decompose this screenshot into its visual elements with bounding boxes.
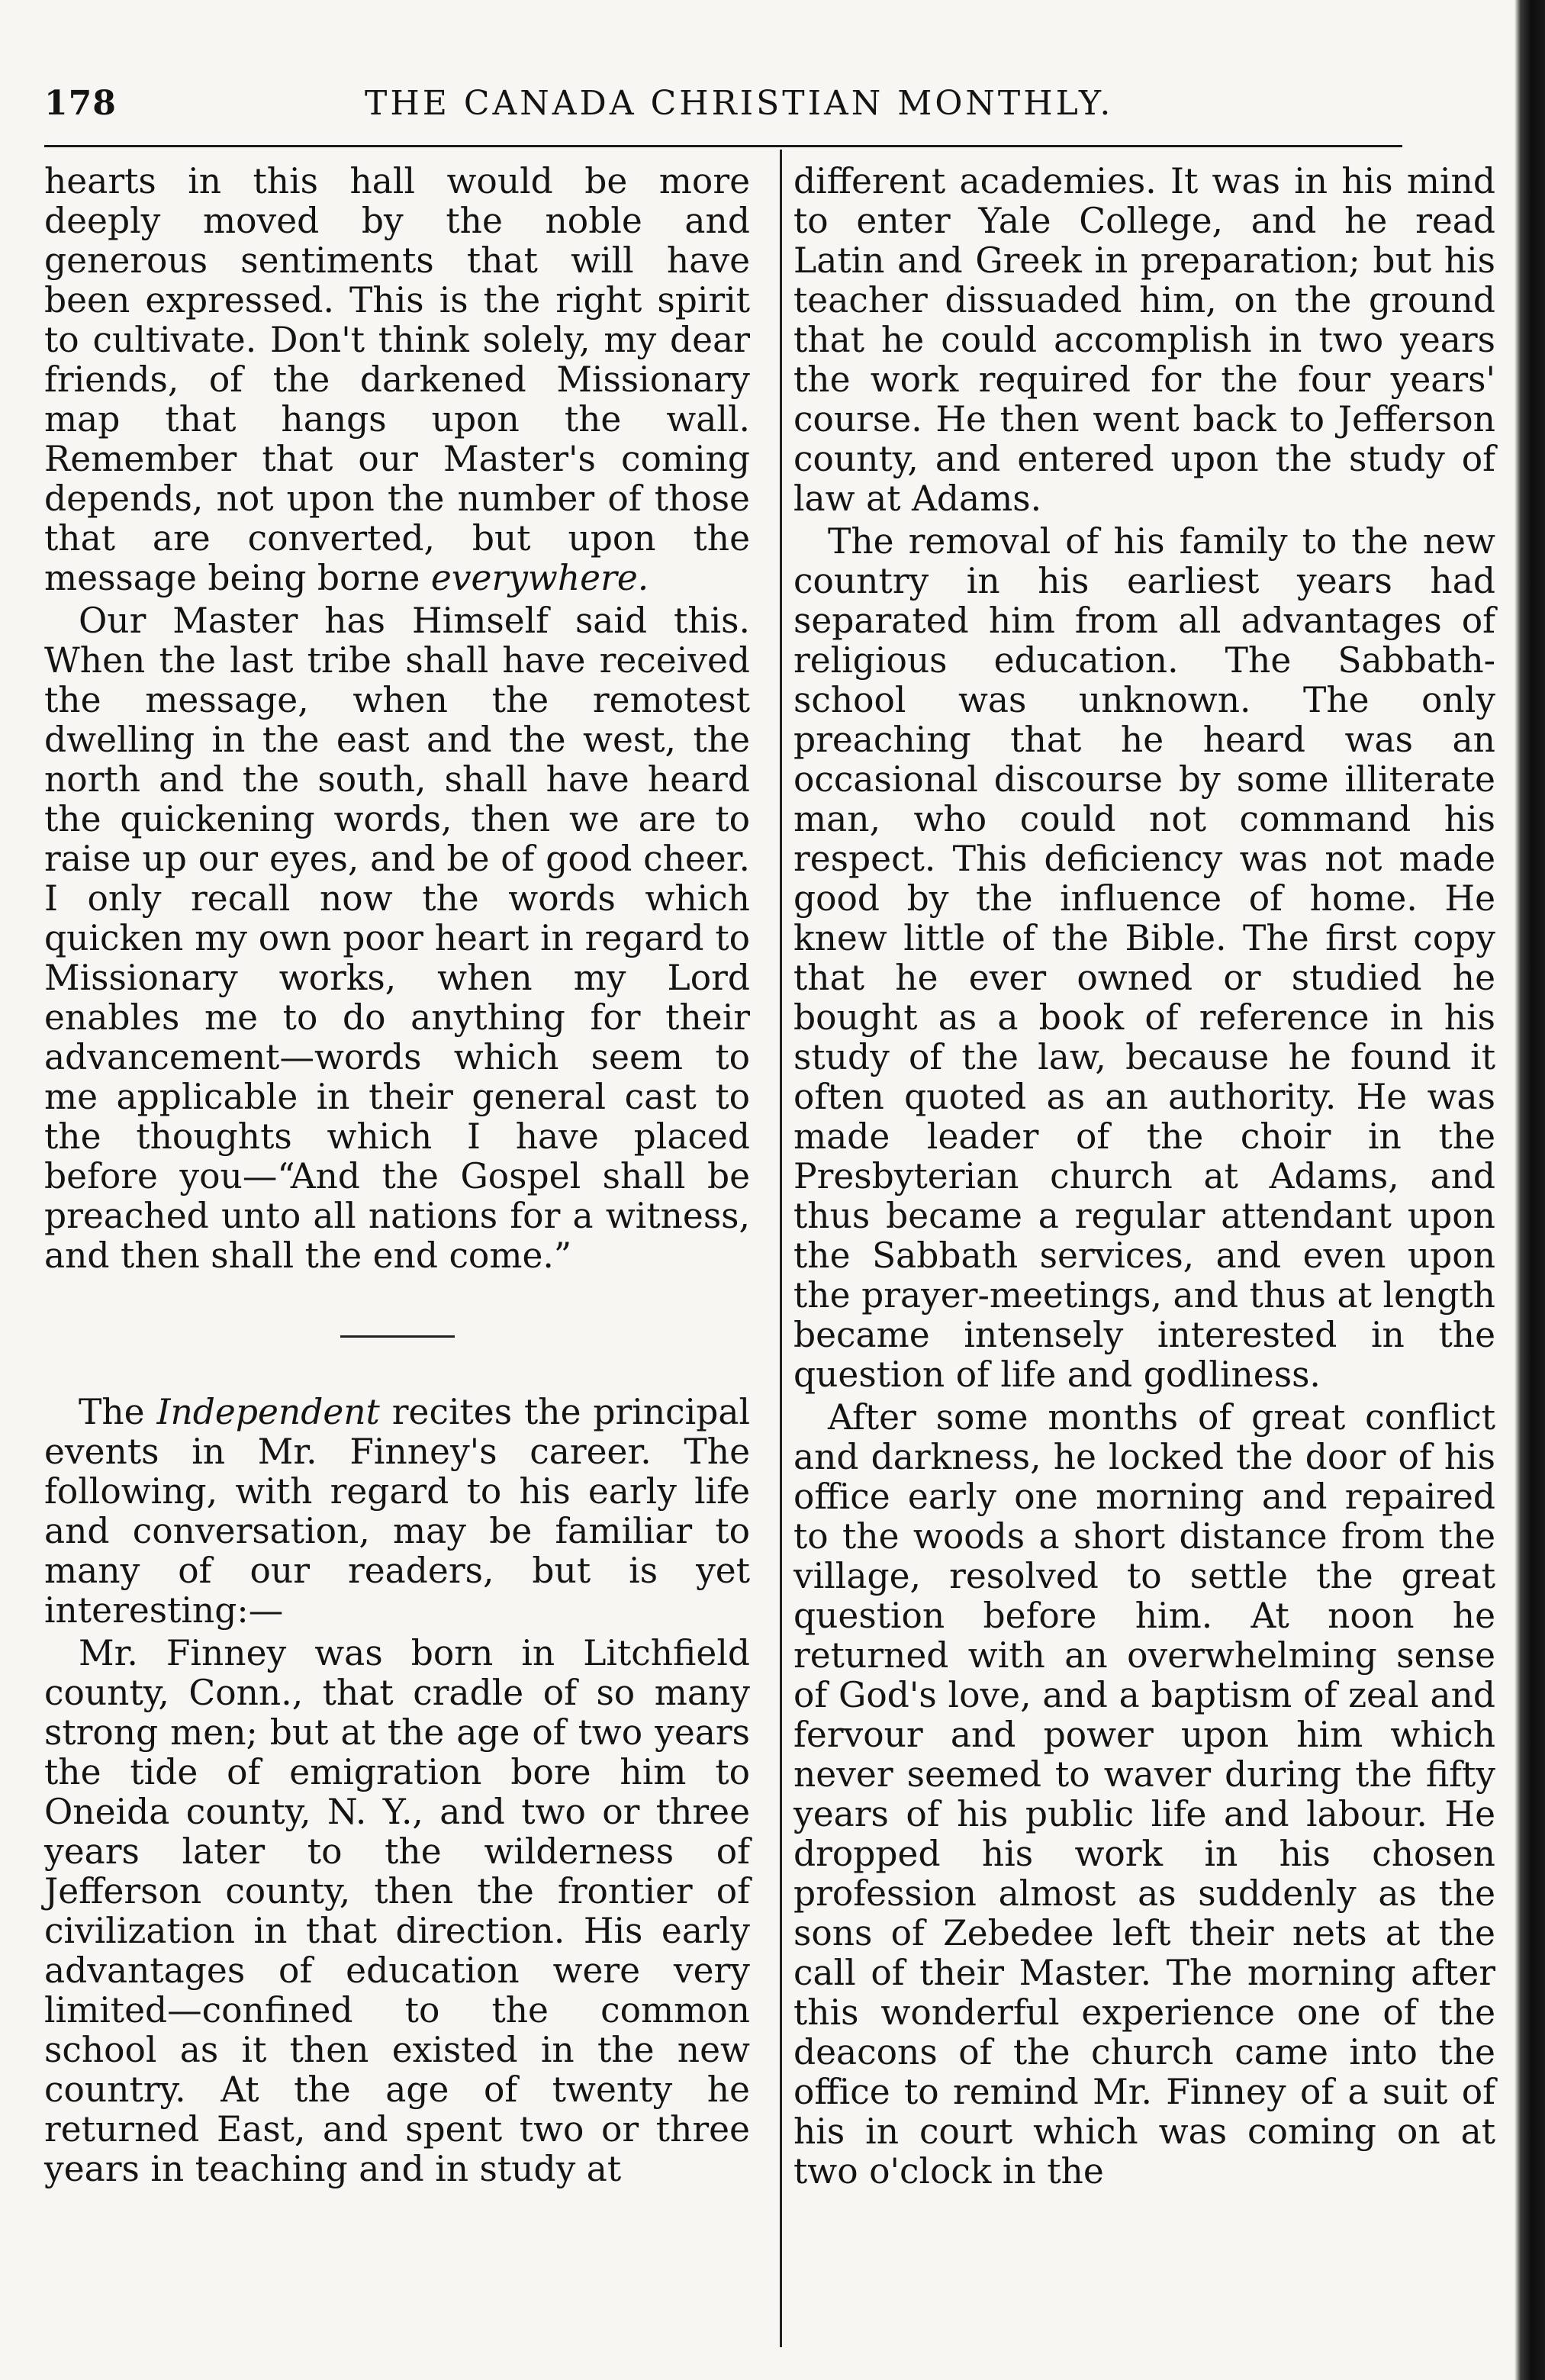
- right-column: [793, 162, 1495, 2192]
- running-title: THE CANADA CHRISTIAN MONTHLY.: [365, 84, 1114, 123]
- column-divider: [780, 150, 782, 2347]
- paragraph: After some months of great conflict and darkness, he locked the door of his office early one morning and repaired to the woods a short distance from the village, resolved to settle the great question before him. At noon he returned with an overwhelming sense of God's love, and a baptism of zeal and fervour and power upon him which never seemed to waver during the fifty years of his public life and labour. He dropped his work in his chosen profession almost as suddenly as the sons of Zebedee left their nets at the call of their Master. The morning after this wonderful experience one of the deacons of the church came into the office to remind Mr. Finney of a suit of his in court which was coming on at two o'clock in the: [793, 1397, 1495, 2192]
- section-divider: [340, 1335, 455, 1338]
- paragraph-continued: different academies. It was in his mind to enter Yale College, and he read Latin and Greek in preparation; but his teacher dissuaded him, on the ground that he could accomplish in two years the work required for the four years' course. He then went back to Jefferson county, and entered upon the study of law at Adams.: [793, 161, 1495, 519]
- page-number: 178: [44, 84, 117, 123]
- paragraph-text: hearts in this hall would be more deeply moved by the noble and generous sentiments that will have been expressed. This is the right spirit to cultivate. Don't think solely, my dear friends, of the darkened Missionary map that hangs upon the wall. Remember that our Master's coming depends, not upon the number of those that are converted, but upon the message being borne: [44, 161, 750, 598]
- paragraph: Our Master has Himself said this. When the last tribe shall have received the message, when the remotest dwelling in the east and the west, the north and the south, shall have heard the quickening words, then we are to raise up our eyes, and be of good cheer. I only recall now the words which quicken my own poor heart in regard to Missionary works, when my Lord enables me to do anything for their advancement—words which seem to me applicable in their general cast to the thoughts which I have placed before you—“And the Gospel shall be preached unto all nations for a witness, and then shall the end come.”: [44, 601, 750, 1276]
- emphasis-text: everywhere.: [430, 558, 649, 598]
- paragraph-independent: [44, 1393, 750, 1631]
- page-edge-shadow: [1514, 0, 1545, 2380]
- paragraph: The removal of his family to the new country in his earliest years had separated him from all advantages of religious education. The Sabbath-school was unknown. The only preaching that he heard was an occasional discourse by some illiterate man, who could not command his respect. This deficiency was not made good by the influence of home. He knew little of the Bible. The first copy that he ever owned or studied he bought as a book of reference in his study of the law, because he found it often quoted as an authority. He was made leader of the choir in the Presbyterian church at Adams, and thus became a regular attendant upon the Sabbath services, and even upon the prayer-meetings, and thus at length became intensely interested in the question of life and godliness.: [793, 521, 1495, 1395]
- page-header: [44, 84, 1402, 147]
- left-column: [44, 162, 750, 2189]
- paragraph-text: recites the principal events in Mr. Finney's career. The following, with regard to his early life and conversation, may be familiar to many of our readers, but is yet interesting:—: [44, 1392, 751, 1631]
- paragraph: Mr. Finney was born in Litchfield county, Conn., that cradle of so many strong men; but at the age of two years the tide of emigration bore him to Oneida county, N. Y., and two or three years later to the wilderness of Jefferson county, then the frontier of civilization in that direction. His early advantages of education were very limited—confined to the common school as it then existed in the new country. At the age of twenty he returned East, and spent two or three years in teaching and in study at: [44, 1633, 750, 2189]
- publication-title: Independent: [156, 1392, 380, 1432]
- paragraph-continued: [44, 162, 750, 598]
- paragraph-text: The: [79, 1392, 157, 1432]
